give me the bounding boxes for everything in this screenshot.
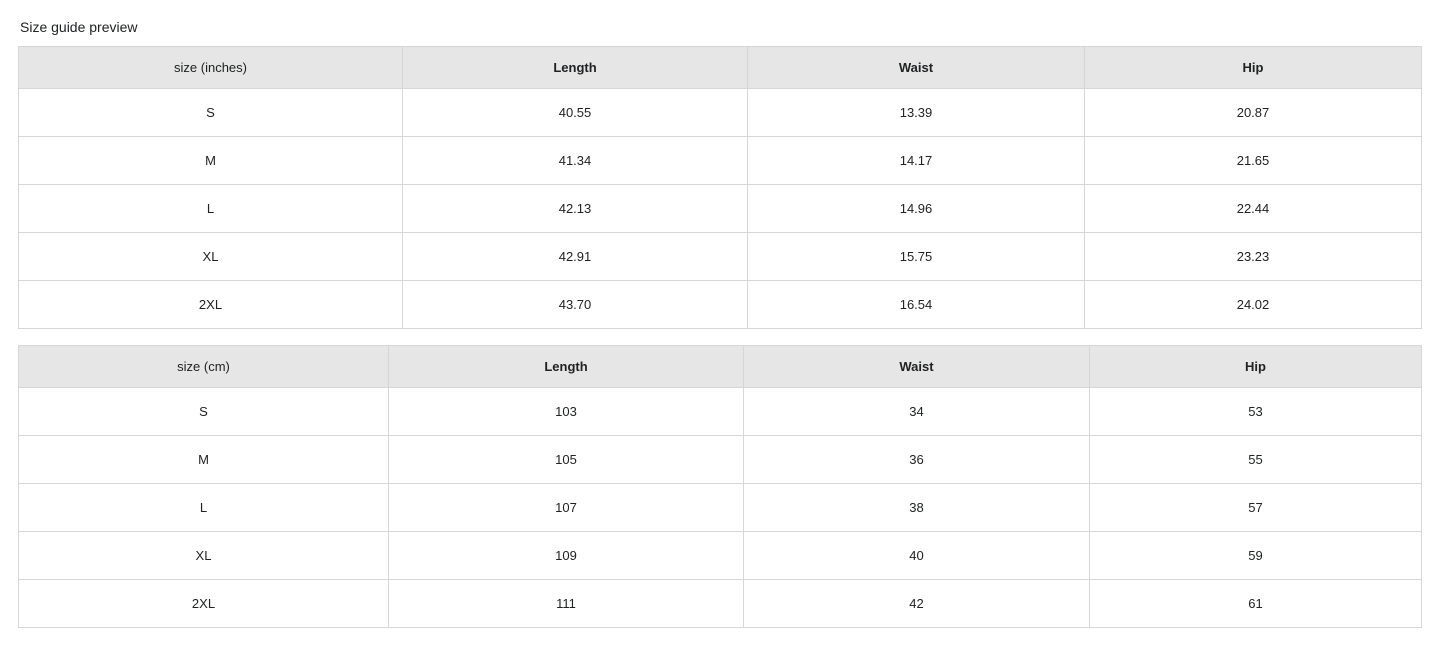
cell-waist: 34 <box>744 388 1090 436</box>
cell-size: M <box>19 436 389 484</box>
cell-waist: 14.96 <box>748 185 1085 233</box>
cell-hip: 22.44 <box>1085 185 1422 233</box>
table-row <box>19 532 1422 580</box>
cell-length: 105 <box>389 436 744 484</box>
cell-size: 2XL <box>19 580 389 628</box>
cell-size: XL <box>19 233 403 281</box>
cell-waist: 13.39 <box>748 89 1085 137</box>
table-row <box>19 484 1422 532</box>
cell-size: 2XL <box>19 281 403 329</box>
cell-waist: 14.17 <box>748 137 1085 185</box>
size-table-cm <box>18 345 1422 628</box>
cell-length: 42.13 <box>403 185 748 233</box>
table-row <box>19 388 1422 436</box>
cell-waist: 36 <box>744 436 1090 484</box>
column-header-length: Length <box>389 346 744 388</box>
cell-hip: 59 <box>1090 532 1422 580</box>
cell-size: S <box>19 388 389 436</box>
cell-length: 103 <box>389 388 744 436</box>
cell-hip: 55 <box>1090 436 1422 484</box>
table-body-inches <box>19 89 1422 329</box>
table-row <box>19 89 1422 137</box>
cell-waist: 15.75 <box>748 233 1085 281</box>
cell-hip: 24.02 <box>1085 281 1422 329</box>
cell-length: 111 <box>389 580 744 628</box>
cell-size: L <box>19 185 403 233</box>
cell-length: 43.70 <box>403 281 748 329</box>
column-header-waist: Waist <box>748 47 1085 89</box>
column-header-length: Length <box>403 47 748 89</box>
table-header-row <box>19 346 1422 388</box>
table-row <box>19 233 1422 281</box>
table-body-cm <box>19 388 1422 628</box>
column-header-waist: Waist <box>744 346 1090 388</box>
cell-size: M <box>19 137 403 185</box>
cell-hip: 23.23 <box>1085 233 1422 281</box>
cell-length: 109 <box>389 532 744 580</box>
column-header-hip: Hip <box>1090 346 1422 388</box>
cell-waist: 16.54 <box>748 281 1085 329</box>
cell-length: 42.91 <box>403 233 748 281</box>
table-header-row <box>19 47 1422 89</box>
table-header-cm <box>19 346 1422 388</box>
cell-waist: 42 <box>744 580 1090 628</box>
cell-length: 41.34 <box>403 137 748 185</box>
table-row <box>19 436 1422 484</box>
cell-size: XL <box>19 532 389 580</box>
table-row <box>19 185 1422 233</box>
cell-hip: 57 <box>1090 484 1422 532</box>
column-header-size: size (inches) <box>19 47 403 89</box>
cell-hip: 53 <box>1090 388 1422 436</box>
table-row <box>19 580 1422 628</box>
table-header-inches <box>19 47 1422 89</box>
cell-size: L <box>19 484 389 532</box>
cell-size: S <box>19 89 403 137</box>
cell-length: 107 <box>389 484 744 532</box>
cell-hip: 21.65 <box>1085 137 1422 185</box>
cell-length: 40.55 <box>403 89 748 137</box>
cell-waist: 40 <box>744 532 1090 580</box>
column-header-hip: Hip <box>1085 47 1422 89</box>
page-title: Size guide preview <box>20 19 138 35</box>
cell-waist: 38 <box>744 484 1090 532</box>
size-table-inches <box>18 46 1422 329</box>
table-row <box>19 281 1422 329</box>
cell-hip: 61 <box>1090 580 1422 628</box>
cell-hip: 20.87 <box>1085 89 1422 137</box>
table-row <box>19 137 1422 185</box>
column-header-size: size (cm) <box>19 346 389 388</box>
